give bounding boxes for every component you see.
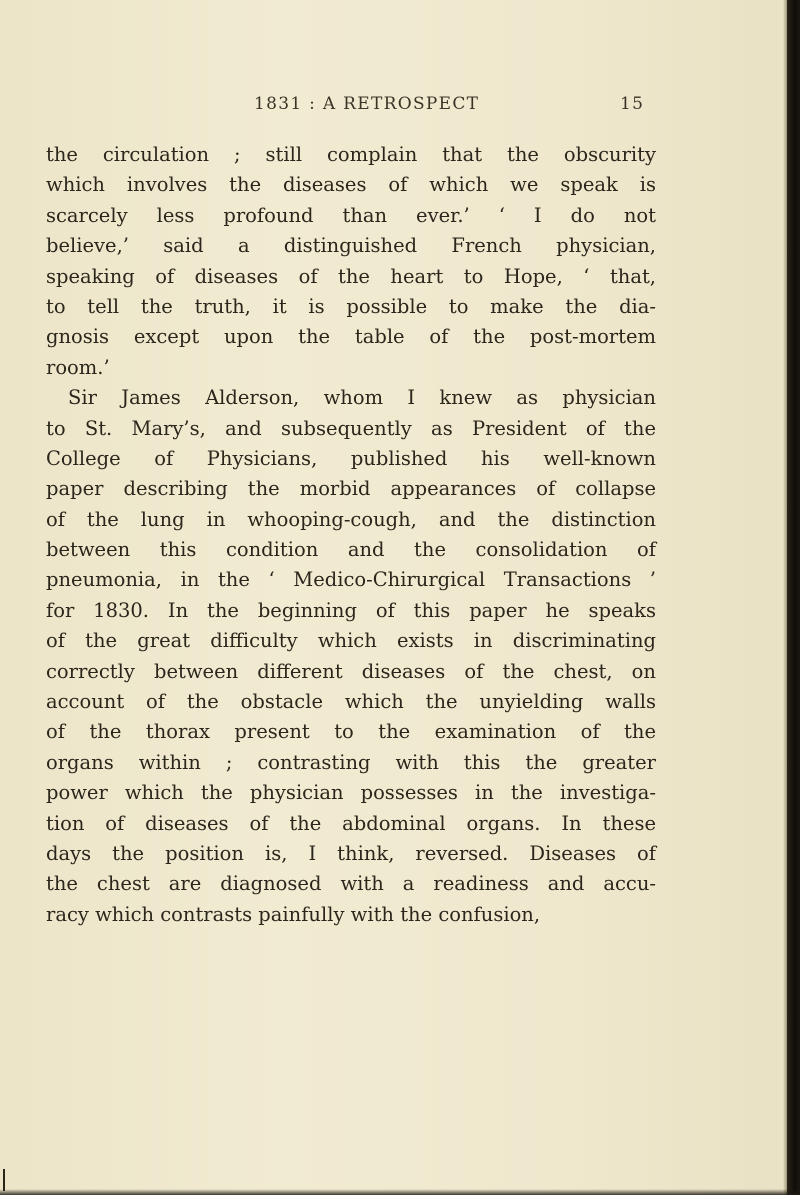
text-line: scarcely less profound than ever.’ ‘ I do not <box>46 203 656 227</box>
text-line: gnosis except upon the table of the post-mortem <box>46 325 656 349</box>
text-line: paper describing the morbid appearances of collapse <box>46 477 656 501</box>
text-line: organs within ; contrasting with this the greater <box>46 750 656 774</box>
page-corner-mark <box>3 1169 13 1191</box>
body-text <box>46 140 656 930</box>
text-line: to tell the truth, it is possible to make the dia- <box>46 294 656 318</box>
text-line: of the lung in whooping-cough, and the distinction <box>46 507 656 531</box>
text-line: racy which contrasts painfully with the confusion, <box>46 902 541 926</box>
page-number: 15 <box>620 94 645 114</box>
text-line: College of Physicians, published his well-known <box>46 446 656 470</box>
text-line: power which the physician possesses in the investiga- <box>46 781 656 805</box>
page-header <box>55 94 655 120</box>
book-spine-edge <box>787 0 800 1195</box>
text-line: room.’ <box>46 355 110 379</box>
text-line: days the position is, I think, reversed. Diseases of <box>46 841 656 865</box>
text-line: speaking of diseases of the heart to Hope, ‘ that, <box>46 264 656 288</box>
page-bottom-edge <box>0 1189 800 1195</box>
text-line: of the great difficulty which exists in discriminating <box>46 629 656 653</box>
text-line: tion of diseases of the abdominal organs. In these <box>46 811 656 835</box>
text-line: for 1830. In the beginning of this paper he speaks <box>46 598 656 622</box>
text-line: between this condition and the consolidation of <box>46 538 656 562</box>
text-line: which involves the diseases of which we speak is <box>46 173 656 197</box>
text-line: believe,’ said a distinguished French physician, <box>46 234 656 258</box>
text-line: pneumonia, in the ‘ Medico-Chirurgical Transactions ’ <box>46 568 656 592</box>
text-line: the chest are diagnosed with a readiness and accu- <box>46 872 656 896</box>
running-head: 1831 : A RETROSPECT <box>254 94 480 114</box>
text-line: of the thorax present to the examination of the <box>46 720 656 744</box>
text-line: account of the obstacle which the unyielding walls <box>46 690 656 714</box>
text-line: the circulation ; still complain that the obscurity <box>46 143 656 166</box>
text-line: correctly between different diseases of the chest, on <box>46 659 656 683</box>
text-line: to St. Mary’s, and subsequently as President of the <box>46 416 656 440</box>
text-line: Sir James Alderson, whom I knew as physician <box>68 386 656 410</box>
